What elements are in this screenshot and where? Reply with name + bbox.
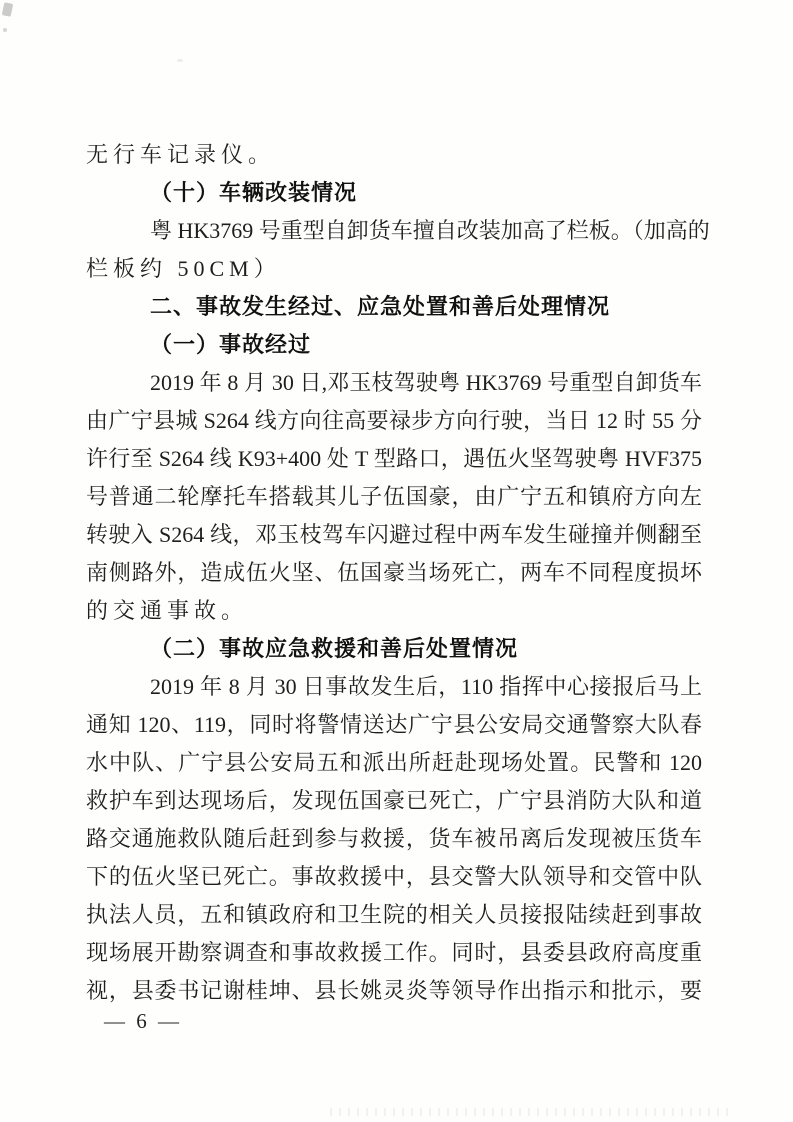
text-line: 通知 120、119，同时将警情送达广宁县公安局交通警察大队春: [86, 712, 702, 737]
text-line: 栏板约 50CM）: [86, 256, 281, 281]
text-line: 救护车到达现场后，发现伍国豪已死亡，广宁县消防大队和道: [86, 788, 702, 813]
text-line: 的交通事故。: [86, 598, 249, 623]
text-line: 执法人员，五和镇政府和卫生院的相关人员接报陆续赶到事故: [86, 902, 702, 927]
text-line: 南侧路外，造成伍火坚、伍国豪当场死亡，两车不同程度损坏: [86, 560, 702, 585]
text-line: 转驶入 S264 线，邓玉枝驾车闪避过程中两车发生碰撞并侧翻至: [86, 522, 702, 547]
text-line: 视，县委书记谢桂坤、县长姚灵炎等领导作出指示和批示，要: [86, 978, 702, 1003]
scan-artifact: [177, 59, 183, 62]
text-line: 水中队、广宁县公安局五和派出所赶赴现场处置。民警和 120: [86, 750, 702, 775]
section-heading-vehicle-mod: （十）车辆改装情况: [150, 180, 358, 205]
text-line: 2019 年 8 月 30 日事故发生后，110 指挥中心接报后马上: [150, 674, 702, 699]
text-line: 无行车记录仪。: [86, 142, 276, 167]
page-number: — 6 —: [104, 1009, 182, 1033]
scan-artifact: [2, 2, 14, 17]
text-line: 2019 年 8 月 30 日,邓玉枝驾驶粤 HK3769 号重型自卸货车: [150, 370, 702, 395]
text-line: 由广宁县城 S264 线方向往高要禄步方向行驶，当日 12 时 55 分: [86, 408, 702, 433]
scan-artifact: [330, 1108, 730, 1116]
text-line: 现场展开勘察调查和事故救援工作。同时，县委县政府高度重: [86, 940, 702, 965]
scan-artifact: [3, 28, 7, 32]
section-heading-accident: （一）事故经过: [150, 332, 312, 357]
text-line: 许行至 S264 线 K93+400 处 T 型路口，遇伍火坚驾驶粤 HVF375: [86, 446, 702, 471]
text-line: 下的伍火坚已死亡。事故救援中，县交警大队领导和交管中队: [86, 864, 702, 889]
section-heading-rescue: （二）事故应急救援和善后处置情况: [150, 636, 519, 661]
text-line: 号普通二轮摩托车搭载其儿子伍国豪，由广宁五和镇府方向左: [86, 484, 702, 509]
document-body: [86, 136, 710, 1010]
section-heading-part-two: 二、事故发生经过、应急处置和善后处理情况: [150, 294, 611, 319]
text-line: 粤 HK3769 号重型自卸货车擅自改装加高了栏板。（加高的: [150, 218, 710, 243]
text-line: 路交通施救队随后赶到参与救援，货车被吊离后发现被压货车: [86, 826, 702, 851]
